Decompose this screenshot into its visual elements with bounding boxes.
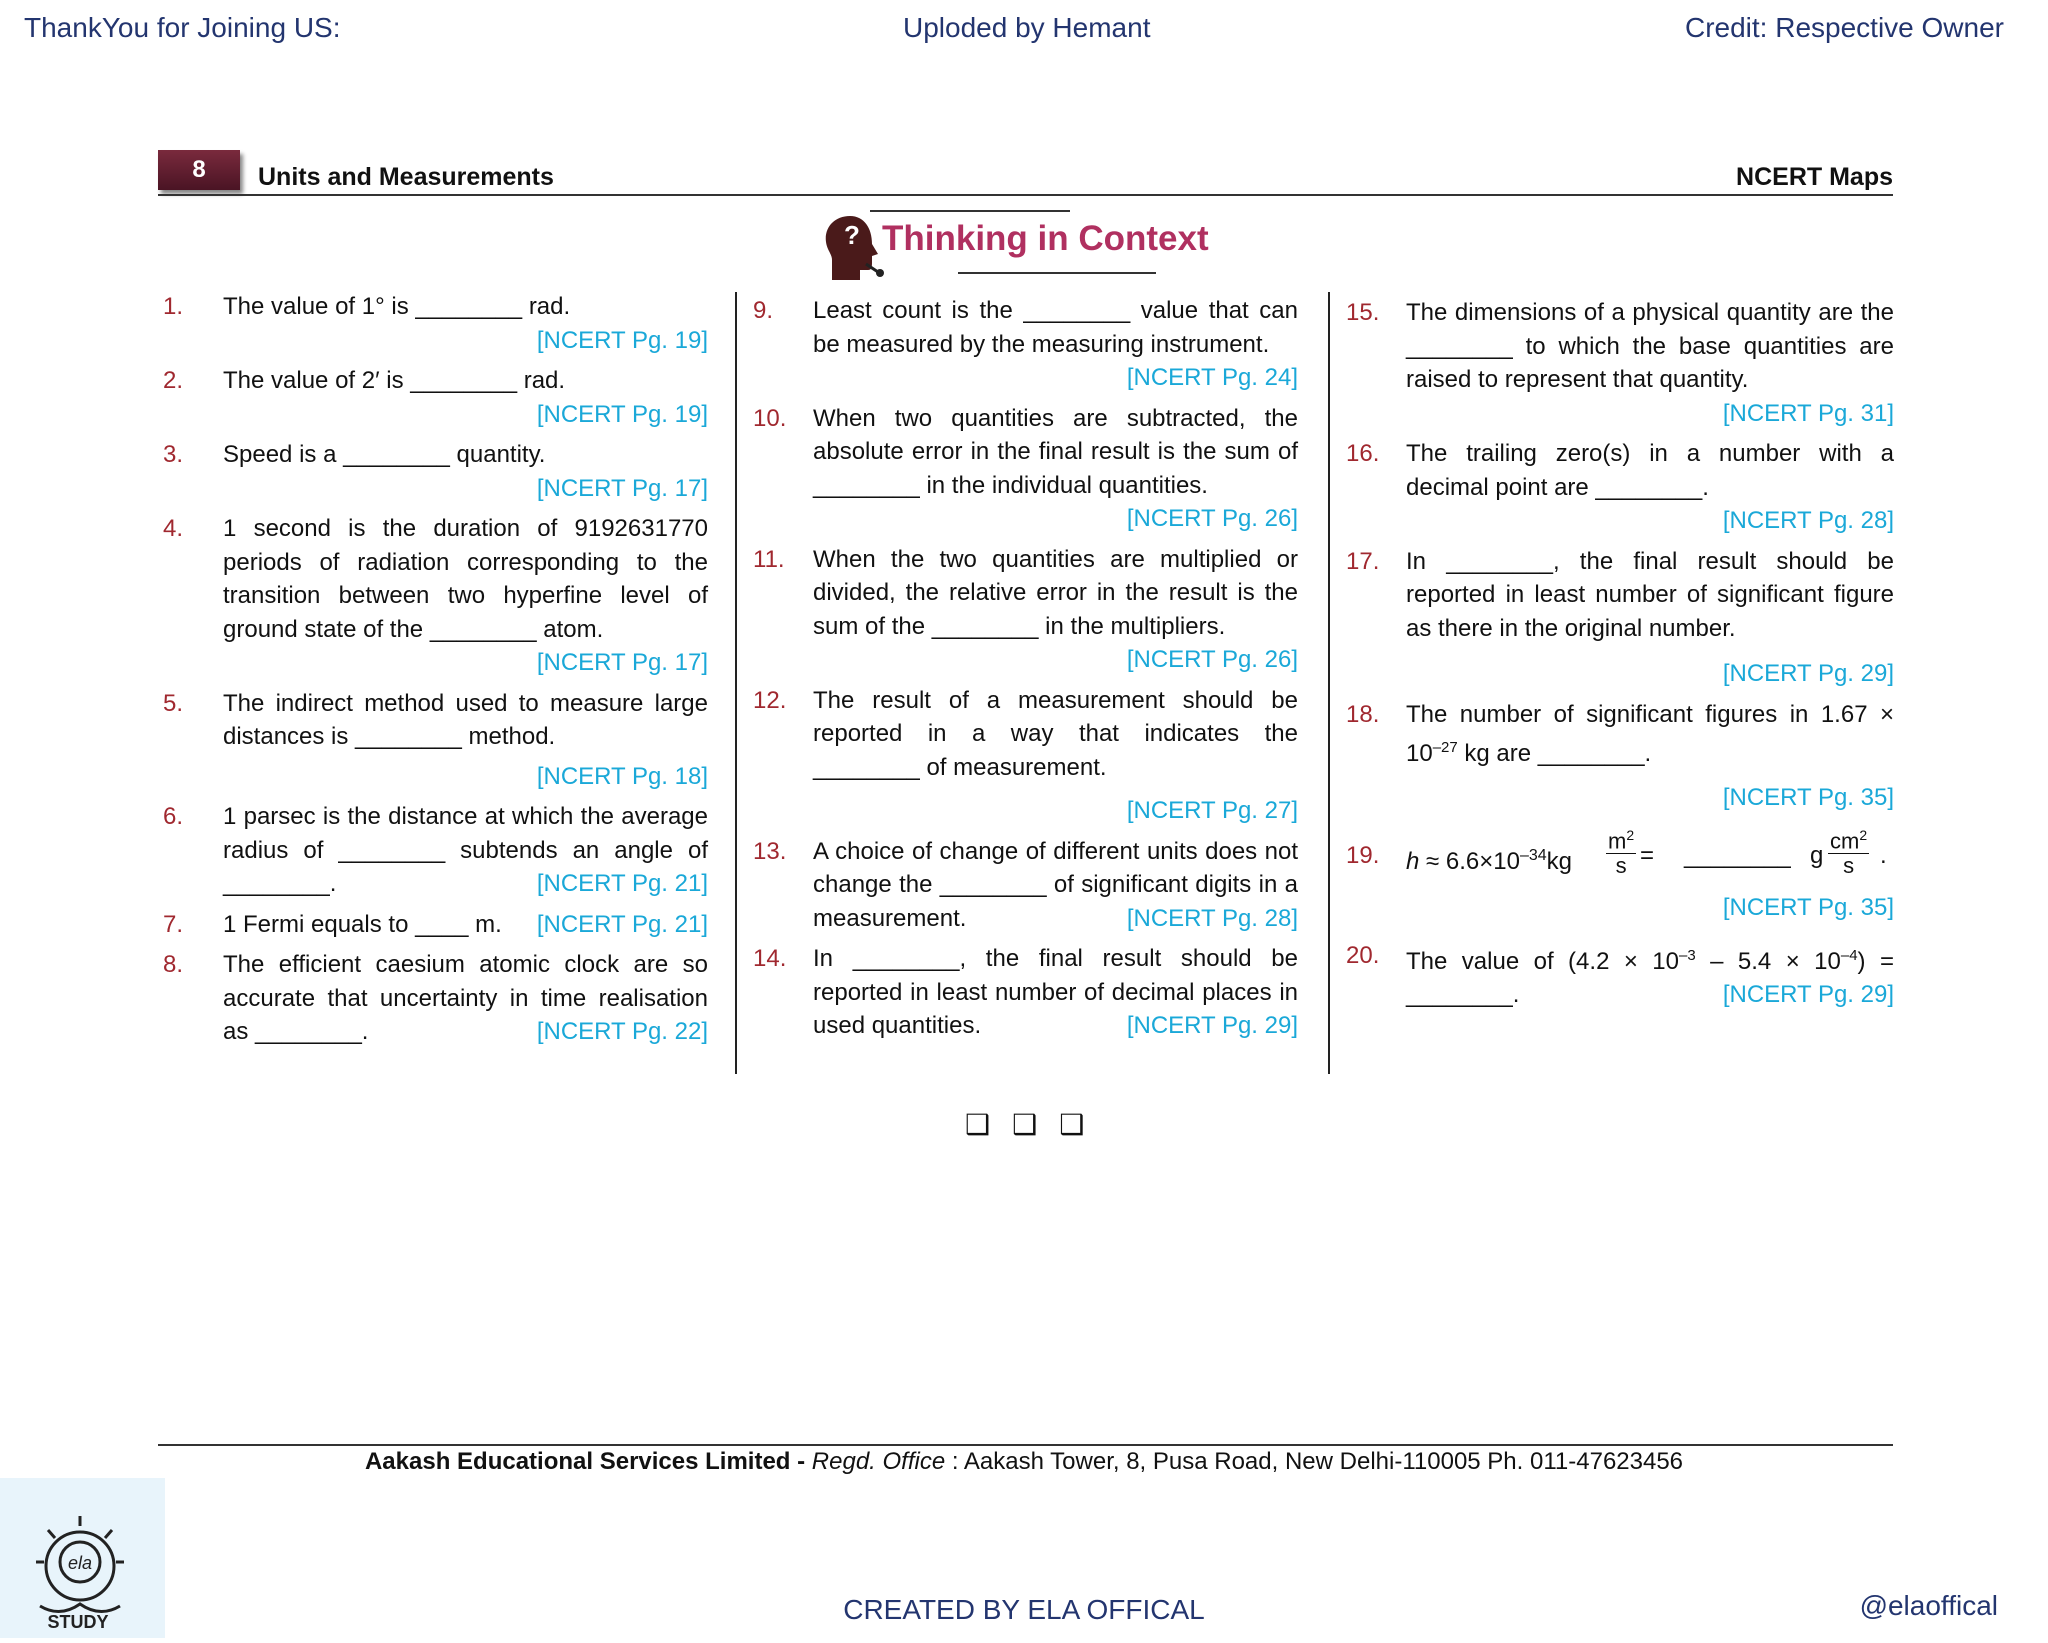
question-number: 14. xyxy=(753,945,787,972)
ncert-reference: [NCERT Pg. 19] xyxy=(536,326,708,354)
ncert-reference: [NCERT Pg. 17] xyxy=(536,474,708,502)
question-number: 3. xyxy=(163,441,184,468)
question-number: 20. xyxy=(1346,941,1380,969)
ncert-reference: [NCERT Pg. 17] xyxy=(536,649,708,676)
question-text: Speed is a ________ quantity. xyxy=(223,441,546,468)
ncert-reference: [NCERT Pg. 28] xyxy=(1722,507,1894,534)
fraction-m2-per-s: $\frac{m^2}{s}$ xyxy=(1606,823,1636,878)
question-number: 18. xyxy=(1346,700,1380,728)
ncert-reference: [NCERT Pg. 35] xyxy=(1722,894,1894,921)
question-text: The efficient caesium atomic clock are so accurate that uncertainty in time realisation as ________. xyxy=(223,951,708,1045)
ncert-reference: [NCERT Pg. 22] xyxy=(536,1018,708,1045)
question-19 xyxy=(1346,821,1894,925)
question-text: The number of significant figures in $1.67 \times 10^{-27}$ kg are ________. xyxy=(1406,700,1894,767)
ncert-reference: [NCERT Pg. 26] xyxy=(1126,505,1298,532)
end-marks: ❑❑❑ xyxy=(965,1109,1107,1140)
top-center-note: Uploded by Hemant xyxy=(903,12,1151,43)
question-number: 5. xyxy=(163,689,184,717)
question-number: 19. xyxy=(1346,842,1380,869)
column-divider-1 xyxy=(735,292,737,1074)
question-15 xyxy=(1346,296,1894,430)
footer-rule xyxy=(158,1444,1893,1446)
question-text: A choice of change of different units does not change the ________ of significant digits in a measurement. xyxy=(813,837,1298,932)
question-text: The value of 1° is ________ rad. xyxy=(223,293,571,320)
question-9 xyxy=(753,294,1298,395)
svg-text:STUDY: STUDY xyxy=(47,1612,109,1632)
thinking-head-icon xyxy=(820,212,890,282)
question-number: 6. xyxy=(163,803,184,830)
question-text: The trailing zero(s) in a number with a decimal point are ________. xyxy=(1406,440,1894,501)
ncert-reference: [NCERT Pg. 26] xyxy=(1126,646,1298,673)
ncert-reference: [NCERT Pg. 19] xyxy=(536,400,708,428)
question-text: The dimensions of a physical quantity are the ________ to which the base quantities are raised to represent that quantity. xyxy=(1406,299,1894,393)
question-text: 1 parsec is the distance at which the average radius of ________ subtends an angle of ________. xyxy=(223,803,708,897)
question-18 xyxy=(1346,698,1894,815)
question-number: 7. xyxy=(163,910,184,938)
svg-text:?: ? xyxy=(844,220,860,250)
question-text: The result of a measurement should be reported in a way that indicates the ________ of measurement. xyxy=(813,686,1298,781)
heading-rule-bottom xyxy=(958,272,1156,274)
question-text: 1 second is the duration of 9192631770 periods of radiation corresponding to the transition between two hyperfine level of ground state of the ________ atom. xyxy=(223,515,708,643)
column-divider-2 xyxy=(1328,292,1330,1074)
question-number: 13. xyxy=(753,837,787,865)
ncert-reference: [NCERT Pg. 21] xyxy=(536,910,708,938)
ncert-reference: [NCERT Pg. 31] xyxy=(1722,399,1894,427)
page-number-badge: 8 xyxy=(158,150,240,190)
footer-address: Aakash Educational Services Limited - Regd. Office : Aakash Tower, 8, Pusa Road, New Delhi-110005 Ph. 011-47623456 xyxy=(364,1448,1684,1475)
ncert-reference: [NCERT Pg. 27] xyxy=(1126,797,1298,824)
question-text: Least count is the ________ value that can be measured by the measuring instrument. xyxy=(813,297,1298,358)
question-number: 17. xyxy=(1346,547,1380,575)
question-text: The value of 2′ is ________ rad. xyxy=(223,367,566,394)
question-13 xyxy=(753,835,1298,936)
question-6 xyxy=(163,800,708,901)
ncert-reference: [NCERT Pg. 35] xyxy=(1722,783,1894,811)
question-text: When the two quantities are multiplied or divided, the relative error in the result is the sum of the ________ in the multipliers. xyxy=(813,545,1298,640)
series-name: NCERT Maps xyxy=(1736,163,1893,191)
question-14 xyxy=(753,942,1298,1043)
question-text: In ________, the final result should be reported in least number of decimal places in used quantities. xyxy=(813,945,1298,1039)
chapter-title: Units and Measurements xyxy=(258,163,554,191)
question-number: 16. xyxy=(1346,440,1380,467)
question-number: 4. xyxy=(163,515,184,542)
question-10 xyxy=(753,402,1298,536)
ncert-reference: [NCERT Pg. 29] xyxy=(1126,1012,1298,1039)
heading-rule-top xyxy=(870,210,1070,212)
question-number: 2. xyxy=(163,367,184,394)
ncert-reference: [NCERT Pg. 24] xyxy=(1126,364,1298,391)
ncert-reference: [NCERT Pg. 29] xyxy=(1722,660,1894,687)
fraction-cm2-per-s: $\frac{cm^2}{s}$ xyxy=(1828,823,1869,878)
question-1 xyxy=(163,290,708,357)
question-3 xyxy=(163,438,708,505)
question-number: 9. xyxy=(753,297,774,324)
answer-blank: ________ xyxy=(1684,842,1791,869)
question-17 xyxy=(1346,545,1894,691)
question-11 xyxy=(753,543,1298,677)
question-text: The value of $(4.2 \times 10^{-3} - 5.4 \times 10^{-4})$ = ________. xyxy=(1406,946,1894,1008)
question-20 xyxy=(1346,939,1894,1012)
question-text: 1 Fermi equals to ____ m. xyxy=(223,910,502,938)
question-text: The indirect method used to measure large distances is ________ method. xyxy=(223,689,708,750)
question-column-3 xyxy=(1346,296,1894,1019)
question-8 xyxy=(163,948,708,1049)
question-number: 15. xyxy=(1346,299,1380,326)
question-number: 1. xyxy=(163,293,184,320)
question-2 xyxy=(163,364,708,431)
formula-symbol-h: h xyxy=(1406,848,1420,875)
question-column-2 xyxy=(753,294,1298,1050)
planck-formula: $h \approx 6.6\times 10^{-34}kg$ $\frac{m^2}{s}$ = ________ g $\frac{cm^2}{s}$ . xyxy=(1406,821,1894,891)
question-number: 10. xyxy=(753,404,787,432)
question-12 xyxy=(753,684,1298,828)
section-heading xyxy=(820,210,1240,282)
question-text: When two quantities are subtracted, the absolute error in the final result is the sum of ________ in the individual quantities. xyxy=(813,404,1298,499)
ncert-reference: [NCERT Pg. 18] xyxy=(536,762,708,790)
question-7 xyxy=(163,908,708,942)
top-left-note: ThankYou for Joining US: xyxy=(24,12,341,43)
question-number: 11. xyxy=(753,545,785,573)
top-right-note: Credit: Respective Owner xyxy=(1684,12,2004,43)
created-by-text: CREATED BY ELA OFFICAL xyxy=(843,1594,1205,1625)
ncert-reference: [NCERT Pg. 21] xyxy=(536,870,708,897)
section-title: Thinking in Context xyxy=(882,219,1209,258)
social-handle: @elaoffical xyxy=(1859,1590,1998,1621)
question-column-1 xyxy=(163,290,708,1056)
question-5 xyxy=(163,687,708,794)
ncert-reference: [NCERT Pg. 28] xyxy=(1126,904,1298,932)
question-number: 12. xyxy=(753,686,787,714)
question-text: In ________, the final result should be reported in least number of significant figure as there in the original number. xyxy=(1406,547,1894,642)
svg-text:ela: ela xyxy=(67,1553,93,1573)
header-rule xyxy=(158,194,1893,196)
question-number: 8. xyxy=(163,951,184,978)
question-16 xyxy=(1346,437,1894,538)
question-4 xyxy=(163,512,708,680)
ncert-reference: [NCERT Pg. 29] xyxy=(1722,981,1894,1008)
